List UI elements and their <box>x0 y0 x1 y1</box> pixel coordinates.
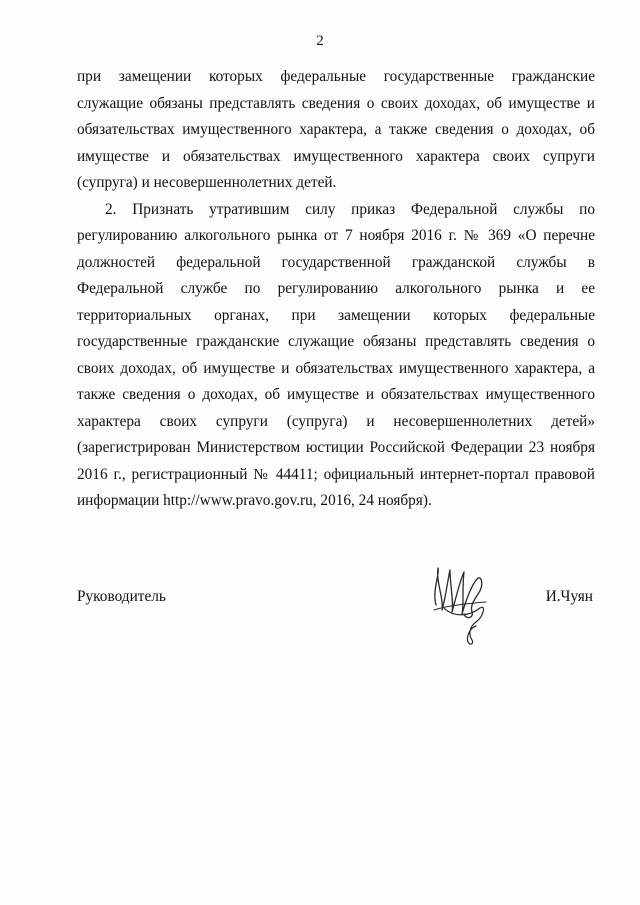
signature-block <box>77 588 595 618</box>
signatory-title: Руководитель <box>77 588 166 605</box>
document-body <box>77 64 595 515</box>
paragraph-item-2: 2. Признать утратившим силу приказ Федеральной службы по регулированию алкогольного рынка от 7 ноября 2016 г. № 369 «О перечне должностей федеральной государственной гражданской службы в Федеральной службе по регулированию алкогольного рынка и ее территориальных органах, при замещении которых федеральные государственные гражданские служащие обязаны представлять сведения о своих доходах, об имуществе и обязательствах имущественного характера, а также сведения о доходах, об имуществе и обязательствах имущественного характера своих супруги (супруга) и несовершеннолетних детей» (зарегистрирован Министерством юстиции Российской Федерации 23 ноября 2016 г., регистрационный № 44411; официальный интернет-портал правовой информации http://www.pravo.gov.ru, 2016, 24 ноября). <box>77 200 595 509</box>
signatory-name: И.Чуян <box>545 588 593 605</box>
paragraph-continuation: при замещении которых федеральные государственные гражданские служащие обязаны представлять сведения о своих доходах, об имуществе и обязательствах имущественного характера, а также сведения о доходах, об имуществе и обязательствах имущественного характера своих супруги (супруга) и несовершеннолетних детей. <box>77 68 595 191</box>
page-number: 2 <box>316 33 324 49</box>
